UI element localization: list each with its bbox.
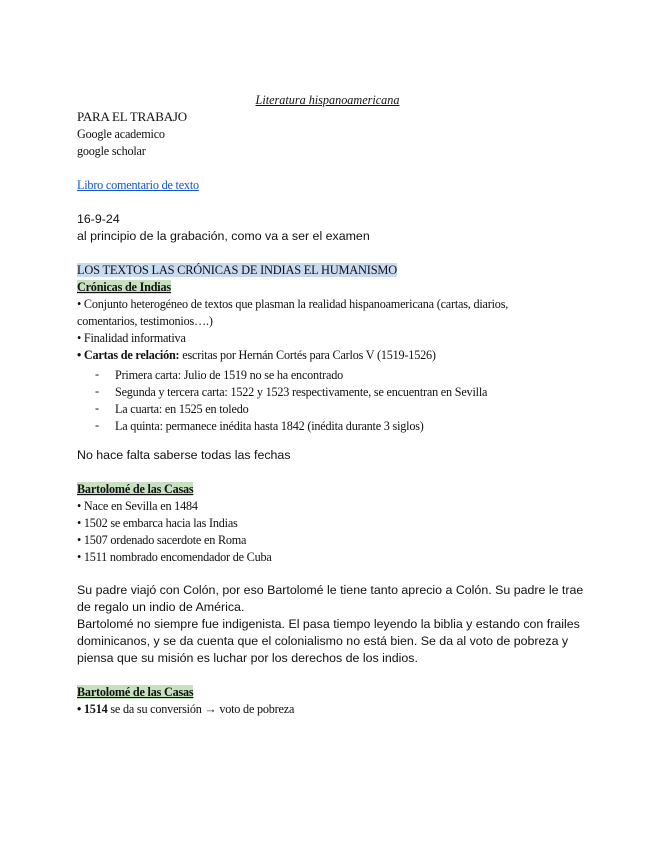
bartolome-bullet: • Nace en Sevilla en 1484 <box>77 499 198 513</box>
cronicas-heading-wrapper <box>77 279 171 295</box>
section-heading-wrapper <box>77 262 397 278</box>
fechas-note: No hace falta saberse todas las fechas <box>77 448 291 462</box>
cronicas-bullet: • Conjunto heterogéneo de textos que plasman la realidad hispanoamericana (cartas, diarios, <box>77 297 509 311</box>
cronicas-heading: Crónicas de Indias <box>77 280 171 294</box>
conversion-bullet <box>77 701 294 717</box>
bartolome-paragraph-1: Su padre viajó con Colón, por eso Bartolomé le tiene tanto aprecio a Colón. Su padre le trae de regalo un indio de América. <box>77 583 584 614</box>
bartolome-bullet: • 1507 ordenado sacerdote en Roma <box>77 533 247 547</box>
resource-item: google scholar <box>77 144 146 158</box>
bartolome-heading: Bartolomé de las Casas <box>77 482 194 496</box>
carta-item: Primera carta: Julio de 1519 no se ha encontrado <box>115 368 343 382</box>
bartolome-bullet: • 1511 nombrado encomendador de Cuba <box>77 550 272 564</box>
resource-item: Google academico <box>77 127 165 141</box>
dash-marker: - <box>95 401 99 415</box>
carta-item: Segunda y tercera carta: 1522 y 1523 respectivamente, se encuentran en Sevilla <box>115 385 488 399</box>
carta-item: La quinta: permanece inédita hasta 1842 (inédita durante 3 siglos) <box>115 419 424 433</box>
dash-marker: - <box>95 418 99 432</box>
carta-item: La cuarta: en 1525 en toledo <box>115 402 249 416</box>
conversion-year: • 1514 <box>77 702 108 716</box>
bartolome-paragraph-2: Bartolomé no siempre fue indigenista. El pasa tiempo leyendo la biblia y estando con frailes dominicanos, y se da cuenta que el colonialismo no está bien. Se da al voto de pobreza y piensa que su misión es luchar por los derechos de los indios. <box>77 617 580 665</box>
document-title: Literatura hispanoamericana <box>255 93 400 107</box>
bartolome-heading-2: Bartolomé de las Casas <box>77 685 194 699</box>
cartas-relacion-bullet <box>77 347 436 363</box>
cronicas-bullet: • Finalidad informativa <box>77 331 186 345</box>
conversion-text: se da su conversión → voto de pobreza <box>107 702 295 716</box>
section-heading: LOS TEXTOS LAS CRÓNICAS DE INDIAS EL HUMANISMO <box>77 263 397 277</box>
bartolome-bullet: • 1502 se embarca hacia las Indias <box>77 516 238 530</box>
lecture-date: 16-9-24 <box>77 212 120 226</box>
intro-note: al principio de la grabación, como va a ser el examen <box>77 229 370 243</box>
libro-comentario-link[interactable]: Libro comentario de texto <box>77 178 199 192</box>
dash-marker: - <box>95 384 99 398</box>
bartolome-heading-wrapper <box>77 481 193 497</box>
dash-marker: - <box>95 367 99 381</box>
cronicas-bullet-continuation: comentarios, testimonios….) <box>77 314 213 328</box>
para-el-trabajo-heading: PARA EL TRABAJO <box>77 109 187 124</box>
bartolome-heading-2-wrapper <box>77 684 193 700</box>
cartas-relacion-label: • Cartas de relación: <box>77 348 180 362</box>
cartas-relacion-text: escritas por Hernán Cortés para Carlos V (1519-1526) <box>179 348 436 362</box>
